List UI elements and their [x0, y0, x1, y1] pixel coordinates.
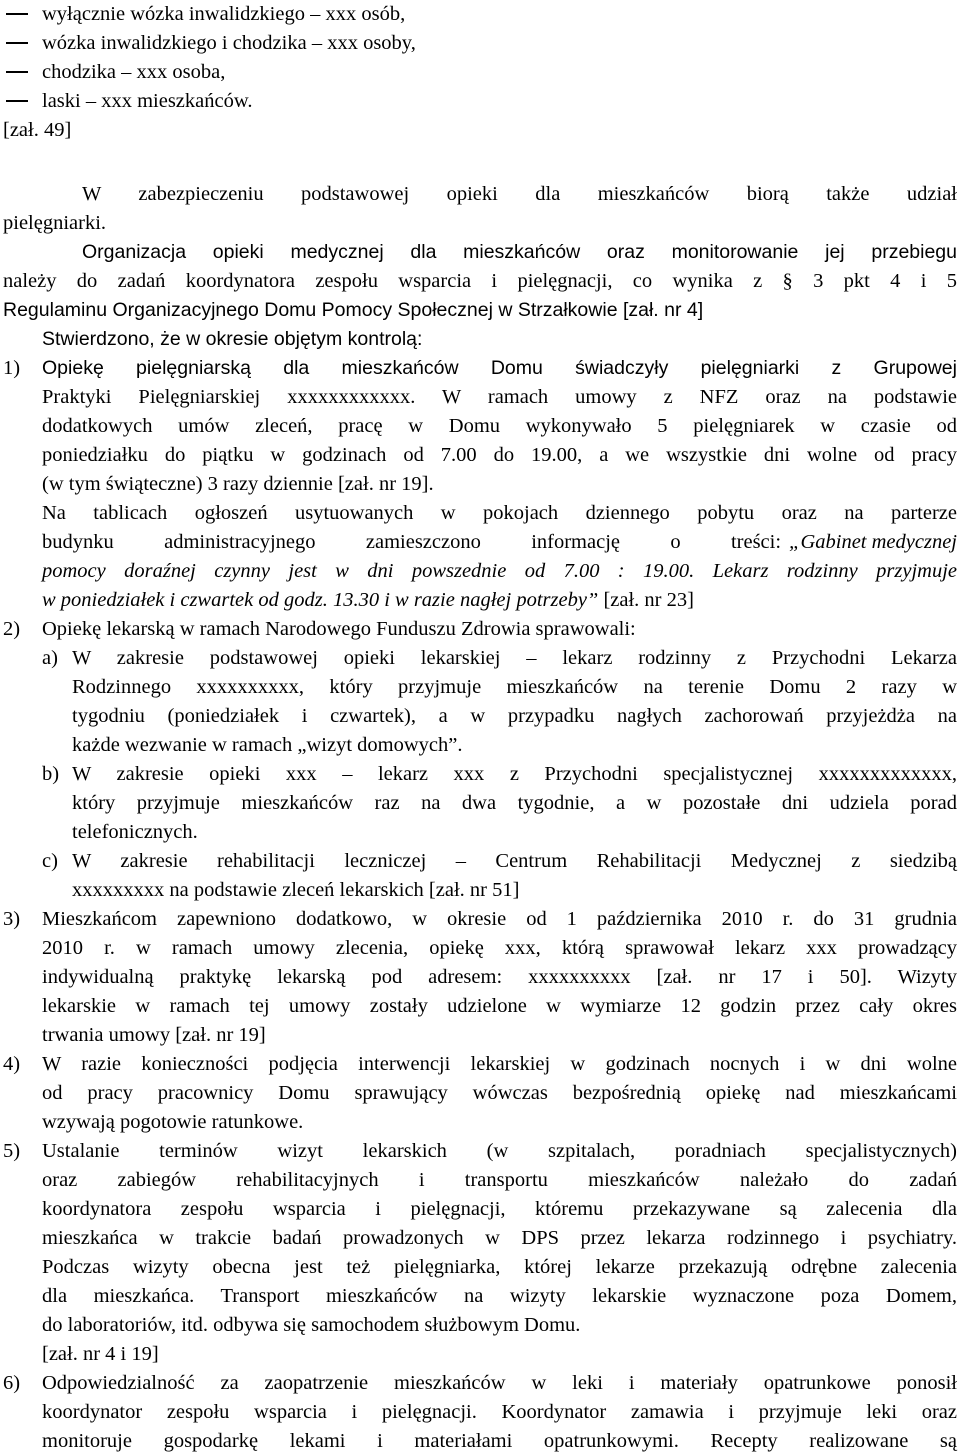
bullet-item-2: wózka inwalidzkiego i chodzika – xxx osoby, [42, 32, 416, 54]
list-item-line: koordynatora zespołu wsparcia i pielęgnacji, któremu przekazywane są zalecenia dla [42, 1198, 957, 1220]
list-item-line [42, 586, 957, 614]
list-item-line: 2010 r. w ramach umowy zlecenia, opiekę xxx, którą sprawował lekarz xxx prowadzący [42, 937, 957, 959]
paragraph-line: Regulaminu Organizacyjnego Domu Pomocy Społecznej w Strzałkowie [zał. nr 4] [3, 299, 704, 321]
list-item-line: W razie konieczności podjęcia interwencji lekarskiej w godzinach nocnych i w dni wolne [42, 1053, 957, 1075]
list-item-line: poniedziałku do piątku w godzinach od 7.00 do 19.00, a we wszystkie dni wolne od pracy [42, 444, 957, 466]
sublist-item-line: xxxxxxxxx na podstawie zleceń lekarskich [zał. nr 51] [72, 879, 520, 901]
sublist-item-line: W zakresie opieki xxx – lekarz xxx z Przychodni specjalistycznej xxxxxxxxxxxxx, [72, 763, 957, 785]
dash-bullet-3 [6, 71, 28, 73]
sublist-item-line: tygodniu (poniedziałek i czwartek), a w przypadku nagłych zachorowań przyjeżdża na [72, 705, 957, 727]
list-item-line: Odpowiedzialność za zaopatrzenie mieszkańców w leki i materiały opatrunkowe ponosił [42, 1372, 957, 1394]
notice-lead-text: budynku administracyjnego zamieszczono informację o treści: [42, 531, 782, 553]
list-item-line: (w tym świąteczne) 3 razy dziennie [zał. nr 19]. [42, 473, 434, 495]
list-number: 2) [3, 618, 21, 640]
list-item-line: Opiekę lekarską w ramach Narodowego Funduszu Zdrowia sprawowali: [42, 618, 636, 640]
sublist-item-line: który przyjmuje mieszkańców raz na dwa tygodnie, a w pozostałe dni udziela porad [72, 792, 957, 814]
list-number: 3) [3, 908, 21, 930]
list-number: 4) [3, 1053, 21, 1075]
list-item-line: wzywają pogotowie ratunkowe. [42, 1111, 304, 1133]
list-item-line: od pracy pracownicy Domu sprawujący wówczas bezpośrednią opiekę nad mieszkańcami [42, 1082, 957, 1104]
paragraph-line: Organizacja opieki medycznej dla mieszkańców oraz monitorowanie jej przebiegu [82, 241, 957, 263]
sublist-item-line: Rodzinnego xxxxxxxxxx, który przyjmuje mieszkańców na terenie Domu 2 razy w [72, 676, 957, 698]
list-item-line: Mieszkańcom zapewniono dodatkowo, w okresie od 1 października 2010 r. do 31 grudnia [42, 908, 957, 930]
bullet-item-3: chodzika – xxx osoba, [42, 61, 226, 83]
annex-reference: [zał. 49] [3, 119, 72, 141]
sublist-letter: a) [42, 647, 58, 669]
paragraph-line: należy do zadań koordynatora zespołu wsparcia i pielęgnacji, co wynika z § 3 pkt 4 i 5 [3, 270, 957, 292]
list-number: 1) [3, 357, 21, 379]
list-item-line: indywidualną praktykę lekarską pod adresem: xxxxxxxxxx [zał. nr 17 i 50]. Wizyty [42, 966, 957, 988]
list-number: 5) [3, 1140, 21, 1162]
sublist-item-line: W zakresie podstawowej opieki lekarskiej – lekarz rodzinny z Przychodni Lekarza [72, 647, 957, 669]
bullet-item-1: wyłącznie wózka inwalidzkiego – xxx osób, [42, 3, 406, 25]
dash-bullet-2 [6, 42, 28, 44]
sublist-item-line: każde wezwanie w ramach „wizyt domowych”. [72, 734, 463, 756]
list-item-line: oraz zabiegów rehabilitacyjnych i transportu mieszkańców należało do zadań [42, 1169, 957, 1191]
list-item-line [42, 528, 957, 556]
list-item-line: Ustalanie terminów wizyt lekarskich (w szpitalach, poradniach specjalistycznych) [42, 1140, 957, 1162]
paragraph-line: pielęgniarki. [3, 212, 107, 234]
list-item-line: dla mieszkańca. Transport mieszkańców na wizyty lekarskie wyznaczone poza Domem, [42, 1285, 957, 1307]
notice-quote-line: pomocy doraźnej czynny jest w dni powszednie od 7.00 : 19.00. Lekarz rodzinny przyjmuje [42, 560, 957, 582]
list-item-line: dodatkowych umów zleceń, pracę w Domu wykonywało 5 pielęgniarek w czasie od [42, 415, 957, 437]
paragraph-line: W zabezpieczeniu podstawowej opieki dla mieszkańców biorą także udział [82, 183, 957, 205]
sublist-letter: c) [42, 850, 58, 872]
list-item-line: Podczas wizyty obecna jest też pielęgniarka, której lekarze przekazują odrębne zalecenia [42, 1256, 957, 1278]
annex-reference: [zał. nr 23] [598, 589, 694, 611]
notice-quote-end: w poniedziałek i czwartek od godz. 13.30 i w razie nagłej potrzeby” [42, 589, 599, 611]
dash-bullet-4 [6, 100, 28, 102]
findings-intro: Stwierdzono, że w okresie objętym kontrolą: [42, 328, 423, 350]
annex-reference: [zał. nr 4 i 19] [42, 1343, 159, 1365]
notice-quote: „Gabinet medycznej [789, 531, 957, 553]
sublist-letter: b) [42, 763, 60, 785]
list-item-line: Opiekę pielęgniarską dla mieszkańców Domu świadczyły pielęgniarki z Grupowej [42, 357, 957, 379]
list-item-line: Praktyki Pielęgniarskiej xxxxxxxxxxxx. W ramach umowy z NFZ oraz na podstawie [42, 386, 957, 408]
list-item-line: do laboratoriów, itd. odbywa się samochodem służbowym Domu. [42, 1314, 581, 1336]
bullet-item-4: laski – xxx mieszkańców. [42, 90, 253, 112]
list-item-line: trwania umowy [zał. nr 19] [42, 1024, 266, 1046]
list-item-line: mieszkańca w trakcie badań prowadzonych w DPS przez lekarza rodzinnego i psychiatry. [42, 1227, 957, 1249]
sublist-item-line: W zakresie rehabilitacji leczniczej – Centrum Rehabilitacji Medycznej z siedzibą [72, 850, 957, 872]
dash-bullet-1 [6, 13, 28, 15]
list-number: 6) [3, 1372, 21, 1394]
list-item-line: monitoruje gospodarkę lekami i materiałami opatrunkowymi. Recepty realizowane są [42, 1430, 957, 1452]
list-item-line: koordynator zespołu wsparcia i pielęgnacji. Koordynator zamawia i przyjmuje leki oraz [42, 1401, 957, 1423]
list-item-line: Na tablicach ogłoszeń usytuowanych w pokojach dziennego pobytu oraz na parterze [42, 502, 957, 524]
sublist-item-line: telefonicznych. [72, 821, 198, 843]
list-item-line: lekarskie w ramach tej umowy zostały udzielone w wymiarze 12 godzin przez cały okres [42, 995, 957, 1017]
